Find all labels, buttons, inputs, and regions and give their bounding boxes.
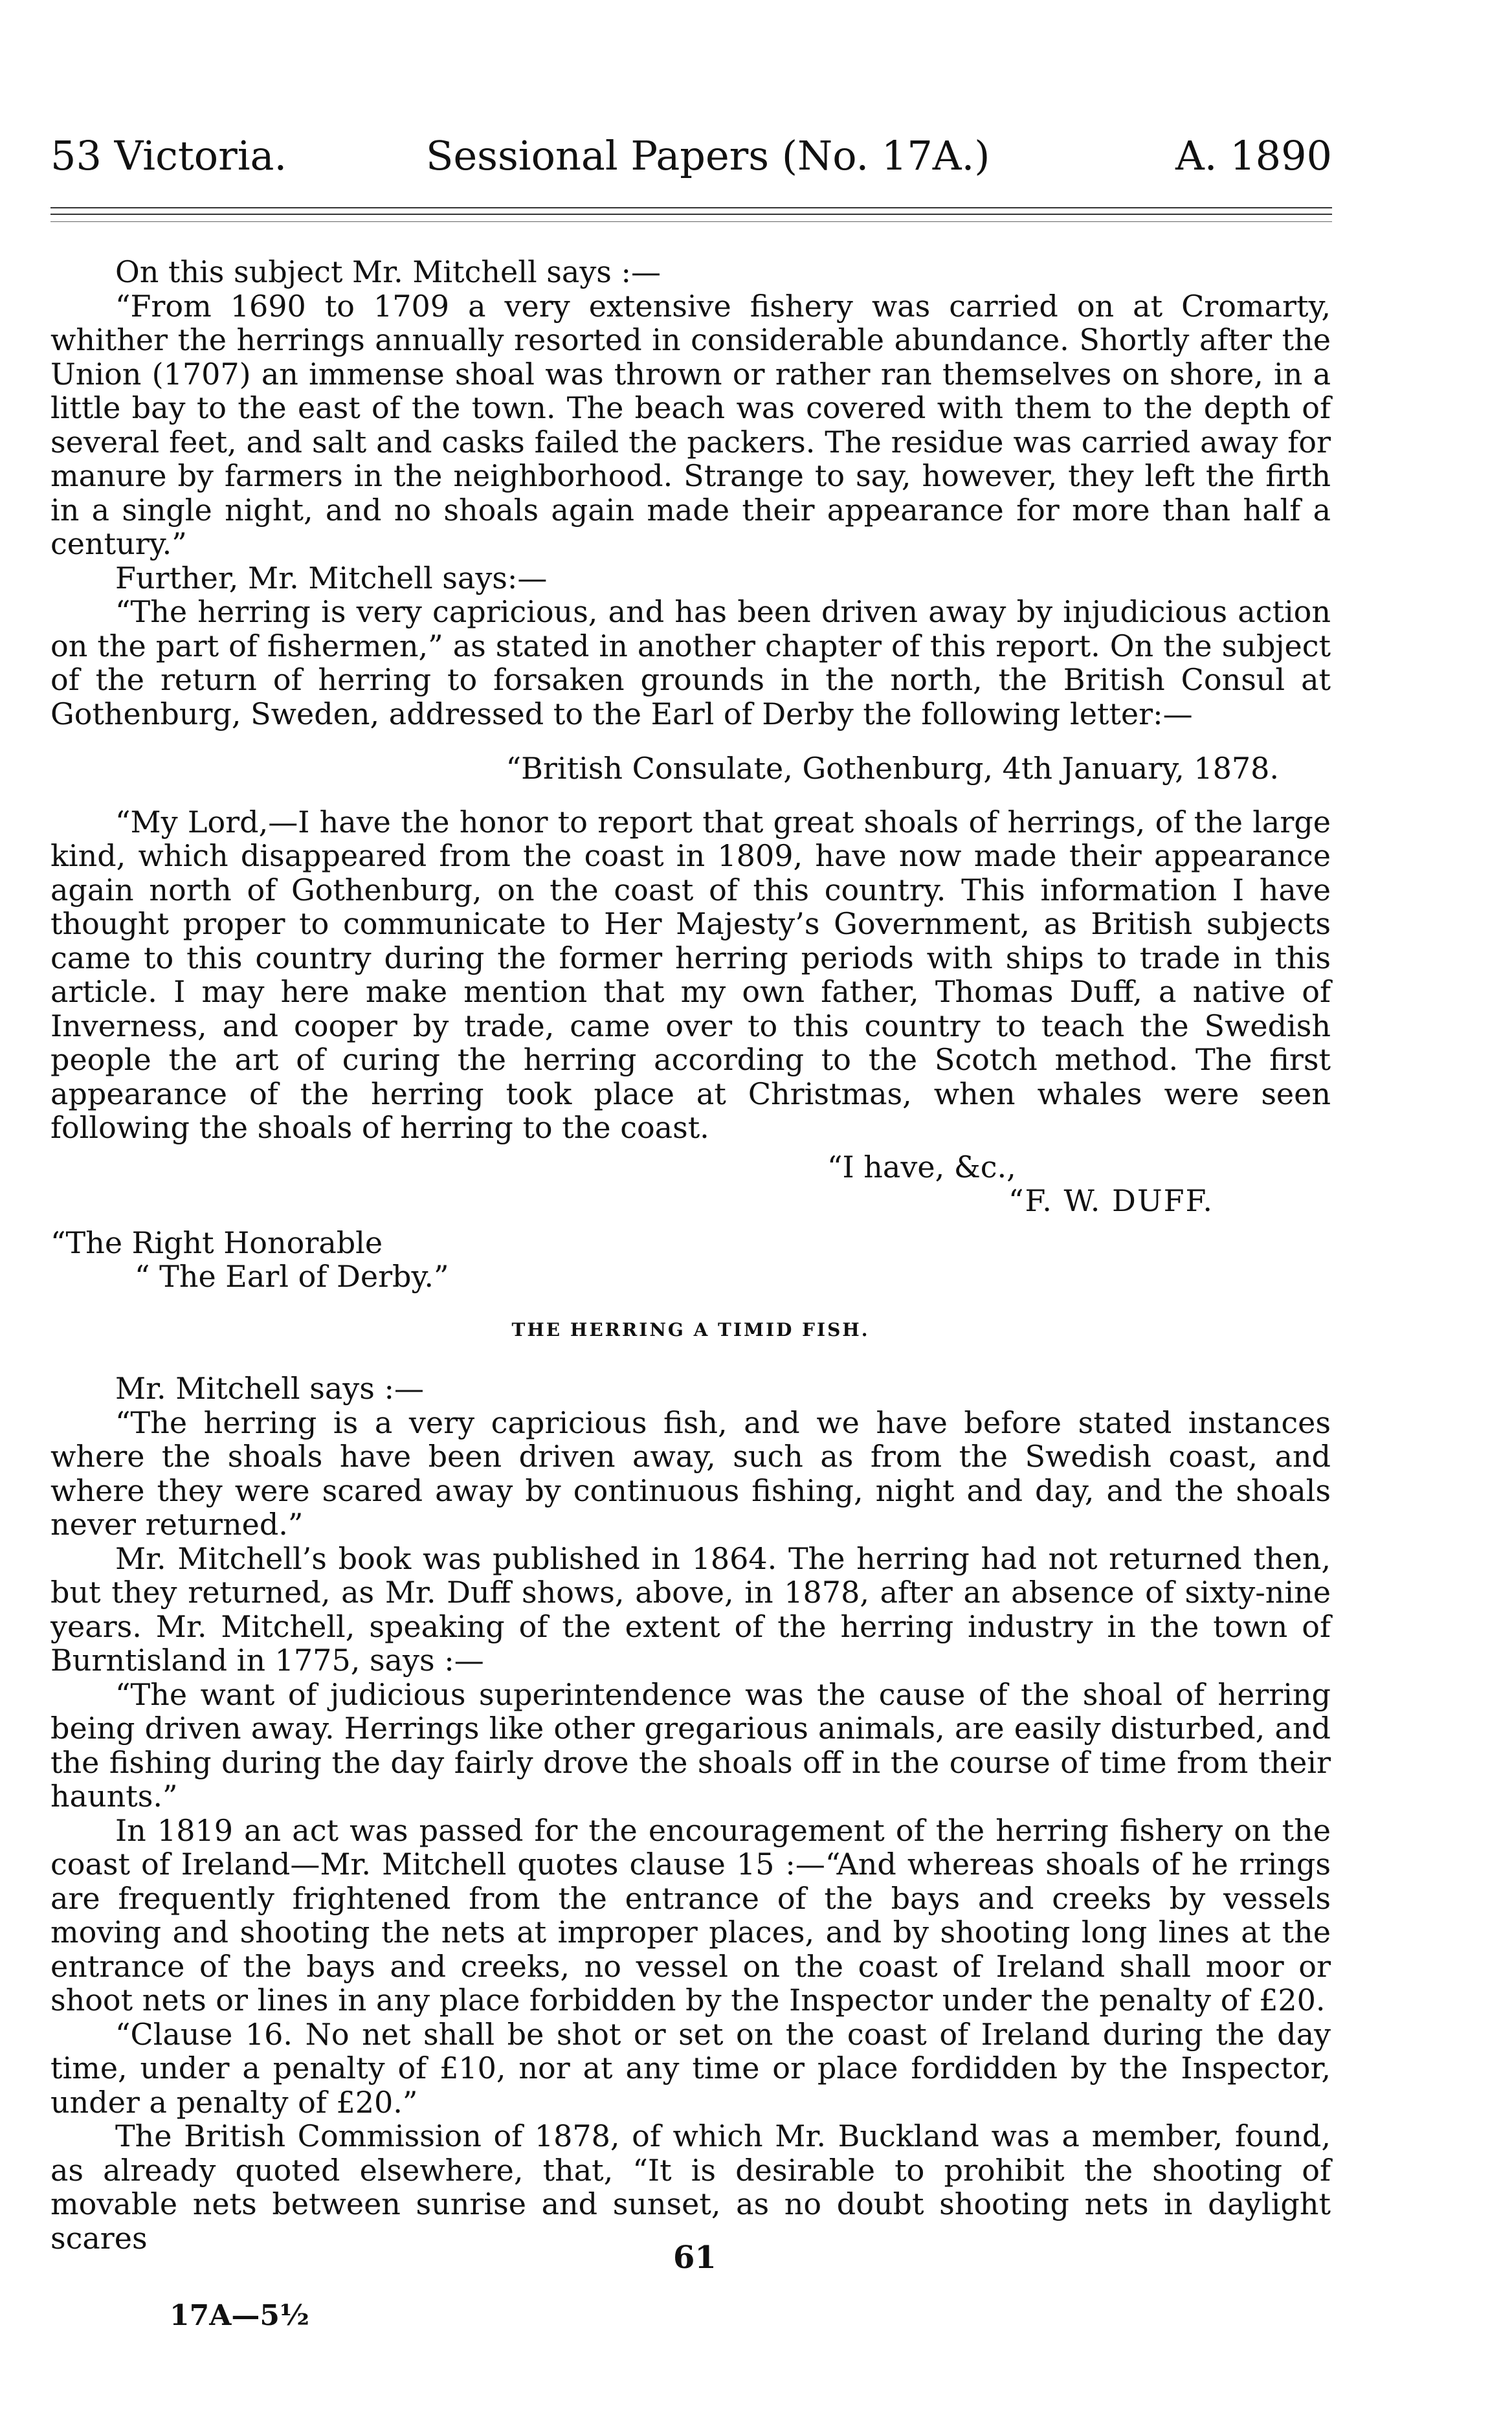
header-right: A. 1890 (1175, 132, 1332, 179)
paragraph: Mr. Mitchell’s book was published in 1864. The herring had not returned then, but they returned, as Mr. Duff shows, above, in 1878, after an absence of sixty-nine years. Mr. Mitchell, speaking of the extent of the herring industry in the town of Burntisland in 1775, says :— (50, 1540, 1331, 1678)
paragraph: “The herring is very capricious, and has been driven away by injudicious action on the part of fishermen,” as stated in another chapter of this report. On the subject of the return of herring to forsaken grounds in the north, the British Consul at Gothenburg, Sweden, addressed to the Earl of Derby the following letter:— (50, 594, 1331, 731)
letter-signoff: “I have, &c., (827, 1149, 1016, 1184)
header-rule-top (50, 207, 1332, 208)
header-rule-bottom (50, 221, 1332, 222)
quote-paragraph: “From 1690 to 1709 a very extensive fishery was carried on at Cromarty, whither the herrings annually resorted in considerable abundance. Shortly after the Union (1707) an immense shoal was thrown or rather ran themselves on shore, in a little bay to the east of the town. The beach was covered with them to the depth of several feet, and salt and casks failed the packers. The residue was carried away for manure by farmers in the neighborhood. Strange to say, however, they left the firth in a single night, and no shoals again made their appearance for more than half a century.” (50, 288, 1331, 561)
header-left: 53 Victoria. (50, 132, 287, 179)
letter-signature: “F. W. DUFF. (1008, 1183, 1214, 1218)
page-number: 61 (673, 2240, 717, 2276)
quote-paragraph: “The herring is a very capricious fish, and we have before stated instances where the shoals have been driven away, such as from the Swedish coast, and where they were scared away by continuous fishing, night and day, and the shoals never returned.” (50, 1405, 1331, 1542)
page-header (50, 127, 1332, 185)
signature-mark: 17A—5½ (170, 2299, 309, 2332)
section-heading: THE HERRING A TIMID FISH. (511, 1318, 870, 1340)
letter-addressee-line1: “The Right Honorable (50, 1225, 383, 1260)
paragraph: Further, Mr. Mitchell says:— (115, 560, 548, 595)
letter-body: “My Lord,—I have the honor to report that great shoals of herrings, of the large kind, which disappeared from the coast in 1809, have now made their appearance again north of Gothenburg, on the coast of this country. This information I have thought proper to communicate to Her Majesty’s Government, as British subjects came to this country during the former herring periods with ships to trade in this article. I may here make mention that my own father, Thomas Duff, a native of Inverness, and cooper by trade, came over to this country to teach the Swedish people the art of curing the herring according to the Scotch method. The first appearance of the herring took place at Christmas, when whales were seen following the shoals of herring to the coast. (50, 804, 1331, 1145)
quote-paragraph: “Clause 16. No net shall be shot or set on the coast of Ireland during the day time, under a penalty of £10, nor at any time or place fordidden by the Inspector, under a penalty of £20.” (50, 2016, 1331, 2120)
letter-addressee-line2: “ The Earl of Derby.” (135, 1259, 449, 1294)
paragraph: In 1819 an act was passed for the encouragement of the herring fishery on the coast of Ireland—Mr. Mitchell quotes clause 15 :—“And whereas shoals of he rrings are frequently frightened from the entrance of the bays and creeks by vessels moving and shooting the nets at improper places, and by shooting long lines at the entrance of the bays and creeks, no vessel on the coast of Ireland shall moor or shoot nets or lines in any place forbidden by the Inspector under the penalty of £20. (50, 1812, 1331, 2018)
letter-heading: “British Consulate, Gothenburg, 4th January, 1878. (506, 751, 1279, 786)
quote-paragraph: “The want of judicious superintendence was the cause of the shoal of herring being driven away. Herrings like other gregarious animals, are easily disturbed, and the fishing during the day fairly drove the shoals off in the course of time from their haunts.” (50, 1676, 1331, 1814)
paragraph: Mr. Mitchell says :— (115, 1371, 424, 1406)
page-body (50, 255, 1331, 2255)
header-center: Sessional Papers (No. 17A.) (426, 132, 990, 179)
paragraph: On this subject Mr. Mitchell says :— (115, 254, 662, 289)
paragraph: The British Commission of 1878, of which Mr. Buckland was a member, found, as already quoted elsewhere, that, “It is desirable to prohibit the shooting of movable nets between sunrise and sunset, as no doubt shooting nets in daylight scares (50, 2118, 1331, 2256)
header-rule-middle (50, 214, 1332, 215)
